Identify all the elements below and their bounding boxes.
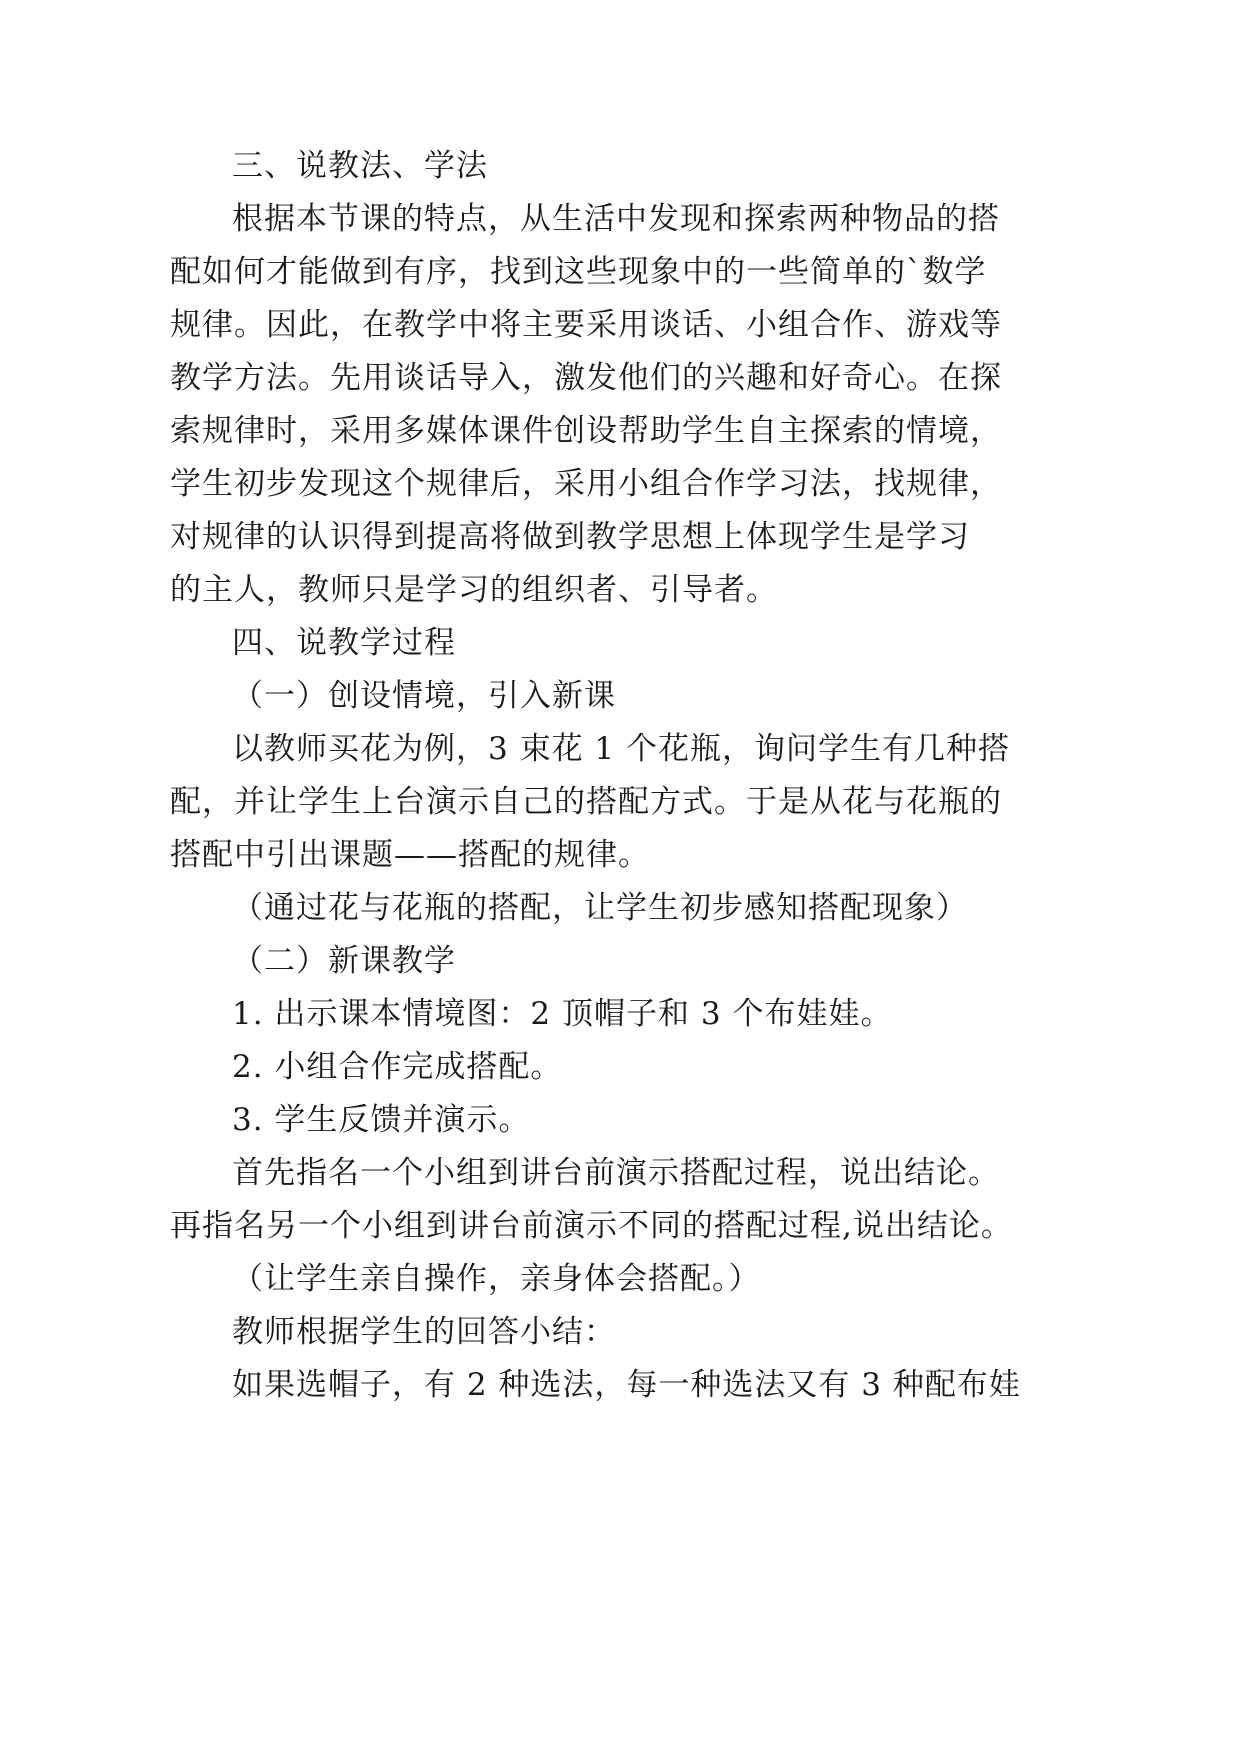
list-item: 1. 出示课本情境图：2 顶帽子和 3 个布娃娃。 [232, 996, 893, 1032]
list-item: 3. 学生反馈并演示。 [232, 1102, 531, 1138]
paragraph-line: 规律。因此，在教学中将主要采用谈话、小组合作、游戏等 [170, 307, 1002, 343]
paragraph-line: 再指名另一个小组到讲台前演示不同的搭配过程,说出结论。 [170, 1208, 1013, 1244]
heading-methods: 三、说教法、学法 [232, 148, 488, 184]
list-item: 2. 小组合作完成搭配。 [232, 1049, 563, 1085]
note-line: （让学生亲自操作，亲身体会搭配。） [232, 1261, 761, 1297]
heading-process: 四、说教学过程 [232, 625, 456, 661]
paragraph-line: 的主人，教师只是学习的组织者、引导者。 [170, 572, 778, 608]
paragraph-line: 搭配中引出课题——搭配的规律。 [170, 837, 650, 873]
paragraph-line: 配，并让学生上台演示自己的搭配方式。于是从花与花瓶的 [170, 784, 1002, 820]
paragraph-line: 对规律的认识得到提高将做到教学思想上体现学生是学习 [170, 519, 970, 555]
paragraph-line: 如果选帽子，有 2 种选法，每一种选法又有 3 种配布娃 [232, 1367, 1021, 1403]
subheading-intro: （一）创设情境，引入新课 [232, 678, 616, 714]
paragraph-line: 教师根据学生的回答小结： [232, 1314, 616, 1350]
paragraph-line: 学生初步发现这个规律后，采用小组合作学习法，找规律， [170, 466, 1002, 502]
paragraph-line: 以教师买花为例，3 束花 1 个花瓶，询问学生有几种搭 [232, 731, 1011, 767]
paragraph-line: 索规律时，采用多媒体课件创设帮助学生自主探索的情境， [170, 413, 1002, 449]
paragraph-line: 根据本节课的特点，从生活中发现和探索两种物品的搭 [232, 201, 1000, 237]
paragraph-line: 教学方法。先用谈话导入，激发他们的兴趣和好奇心。在探 [170, 360, 1002, 396]
note-line: （通过花与花瓶的搭配，让学生初步感知搭配现象） [232, 890, 968, 926]
paragraph-line: 配如何才能做到有序，找到这些现象中的一些简单的`数学 [170, 254, 987, 290]
paragraph-line: 首先指名一个小组到讲台前演示搭配过程，说出结论。 [232, 1155, 1000, 1191]
subheading-new-lesson: （二）新课教学 [232, 943, 456, 979]
